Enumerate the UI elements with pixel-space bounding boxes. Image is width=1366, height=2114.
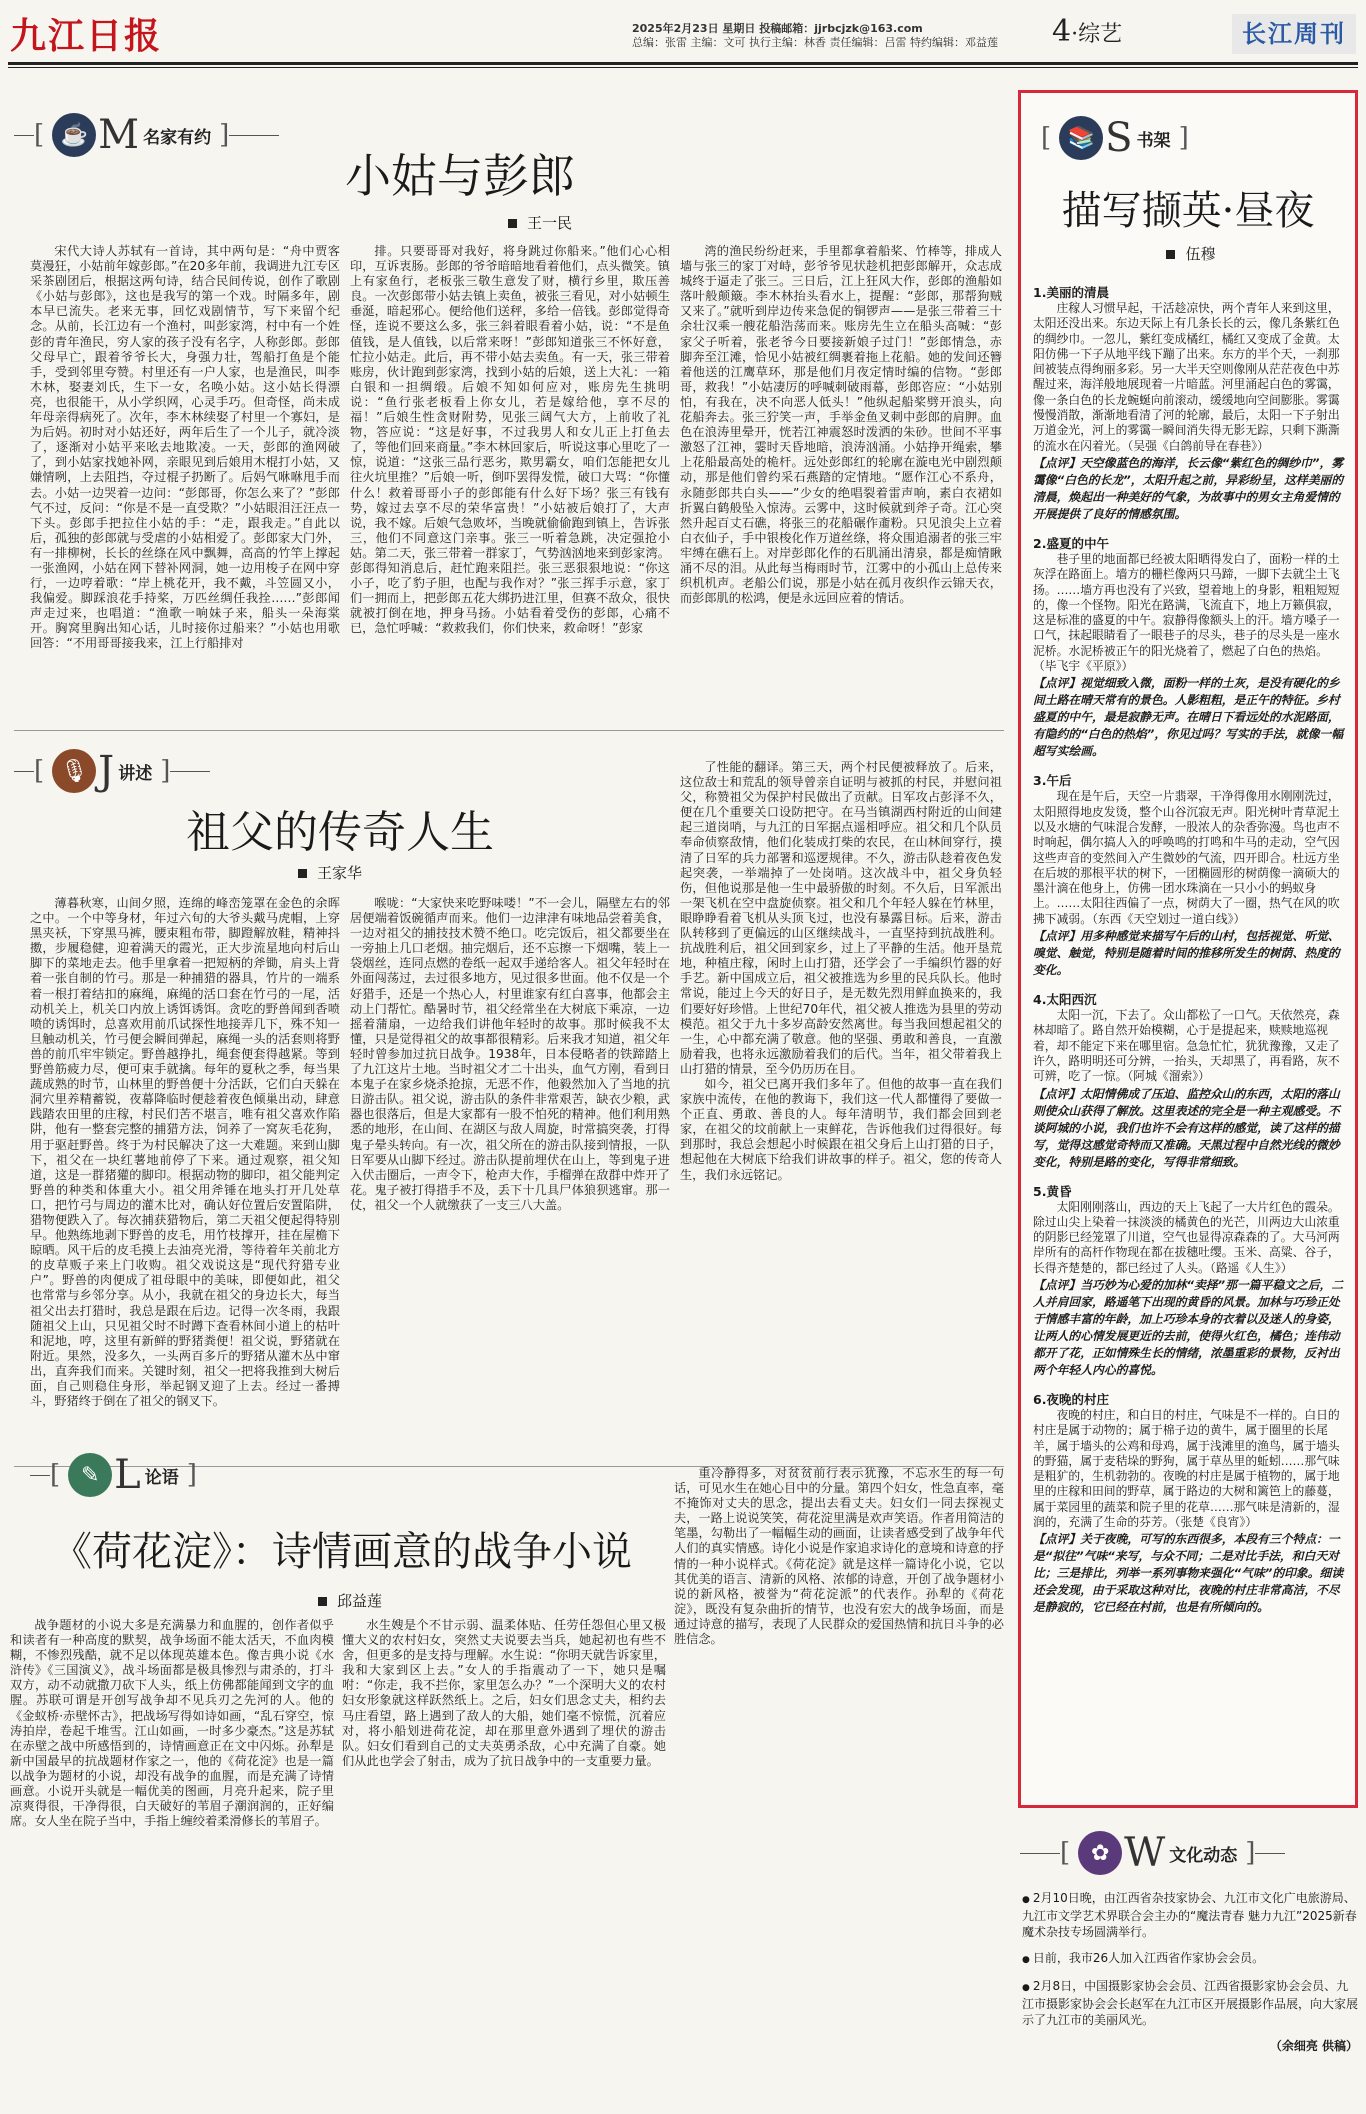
news-signature: （余细亮 供稿） xyxy=(1269,2039,1358,2053)
page-name: ·综艺 xyxy=(1071,22,1123,47)
article2-author: 王家华 xyxy=(250,862,410,883)
square-bullet-icon xyxy=(298,869,307,878)
books-icon: 📚 xyxy=(1059,116,1103,160)
article3-author: 邱益莲 xyxy=(270,1590,430,1611)
book-section-text: 巷子里的地面都已经被太阳晒得发白了，面粉一样的土灰浮在路面上。墙方的栅栏像两只马蹄，一脚下去就尘土飞扬。……墙方再也没有了兴致，望着地上的身影，粗粗短短的，像一个怪物。阳光在路满，飞流直下，地上万籁俱寂，这是标准的盛夏的中午。寂静得像额头上的汗。墙方嗓子一口气，抹起眼睛看了一眼巷子的尽头，巷子的尽头是一座水泥桥。水泥桥被正午的阳光烧着了，燃起了白色的热焰。（毕飞宇《平原》） xyxy=(1033,551,1340,674)
page-number xyxy=(1052,14,1122,49)
newspaper-logo: 九江日报 xyxy=(10,15,163,57)
section-letter: M xyxy=(98,112,140,158)
section-label: 书架 xyxy=(1136,130,1171,151)
section-letter: L xyxy=(114,1452,141,1498)
book-section-title: 2.盛夏的中午 xyxy=(1033,535,1109,551)
book-section-note: 【点评】关于夜晚，可写的东西很多，本段有三个特点：一是“拟往”气味“来写，与众不同；二是对比手法，和白天对比；三是排比，列举一系列事物来强化“气味”的印象。细读还会发现，由于采取这种对比，夜晚的村庄非常高洁，不尽是静寂的，它已经在村前，也是有所倾向的。 xyxy=(1033,1532,1344,1615)
flower-icon: ✿ xyxy=(1078,1831,1122,1875)
microphone-icon: 🎙 xyxy=(52,749,96,793)
article2-col2: 喉咙：“大家快来吃野味喽！”不一会儿，隔壁左右的邻居便端着饭碗循声而来。他们一边津津有味地品尝着美食，一边对祖父的捕技技术赞不绝口。吃完饭后，祖父都要坐在一旁抽上几口老烟。抽完烟后，还不忘擦一下烟嘴，装上一袋烟丝，连同点燃的卷纸一起双手递给客人。祖父年轻时在外面闯荡过，去过很多地方，见过很多世面。他不仅是一个好猎手，还是一个热心人，村里谁家有红白喜事，他都会主动上门帮忙。酷暑时节，祖父经常坐在大树底下乘凉，一边摇着蒲扇，一边给我们讲他年轻时的故事。那时候我不太懂，只是觉得祖父的故事都很精彩。后来我才知道，祖父年轻时曾参加过抗日战争。1938年，日本侵略者的铁蹄踏上了九江这片土地。当时祖父才二十出头，血气方刚，看到日本鬼子在家乡烧杀抢掠，无恶不作，他毅然加入了当地的抗日游击队。祖父说，游击队的条件非常艰苦，缺衣少粮，武器也很落后，但是大家都有一股不怕死的精神。他们利用熟悉的地形，在山间、在湖区与敌人周旋，时常搞突袭，打得鬼子晕头转向。有一次，祖父所在的游击队接到情报，一队日军要从山脚下经过。游击队提前埋伏在山上，等到鬼子进入伏击圈后，一声令下，枪声大作，手榴弹在敌群中炸开了花。鬼子被打得措手不及，丢下十几具尸体狼狈逃窜。那一仗，祖父一个人就缴获了一支三八大盖。 xyxy=(350,896,670,1212)
article1-title: 小姑与彭郎 xyxy=(345,149,575,203)
book-section-title: 3.午后 xyxy=(1033,773,1072,789)
article3-col1: 战争题材的小说大多是充满暴力和血腥的，创作者似乎和读者有一种高度的默契，战争场面不能太活天，不血肉模糊，不惨烈残酷，就不足以体现英雄本色。像吉典小说《水浒传》《三国演义》，战斗场面都是极具惨烈与肃杀的，打斗双方，动不动就撒刀砍下人头，纸上仿佛都能闻到文字的血腥。苏联可谓是开创写战争却不见兵刃之先河的人。他的《金蚁桥·赤壁怀古》，把战场写得如诗如画，“乱石穿空，惊涛拍岸，卷起千堆雪。江山如画，一时多少豪杰。”这是苏轼在赤壁之战中所感悟到的，诗情画意正在文中闪烁。孙犁是新中国最早的抗战题材作家之一，他的《荷花淀》也是一篇以战争为题材的小说，却没有战争的血腥，而是充满了诗情画意。小说开头就是一幅优美的图画，月亮升起来，院子里凉爽得很，干净得很，白天破好的苇眉子潮润润的，正好编席。女人坐在院子当中，手指上缠绞着柔滑修长的苇眉子。 xyxy=(10,1618,334,1829)
section-header-lunyu: [ ✎ L 论语 ] xyxy=(30,1452,260,1498)
news-item: ● 2月8日，中国摄影家协会会员、江西省摄影家协会会员、九江市摄影家协会会长赵军在九江市区开展摄影作品展，向大家展示了九江市的美丽风光。 xyxy=(1022,1978,1358,2028)
section-header-mingjia: [ ☕ M 名家有约 ] xyxy=(14,112,1004,158)
news-item: ● 2月10日晚，由江西省杂技家协会、九江市文化广电旅游局、九江市文学艺术界联合会主办的“魔法青春 魅力九江”2025新春魔术杂技专场圆满举行。 xyxy=(1022,1890,1358,1940)
article2-title: 祖父的传奇人生 xyxy=(186,807,494,858)
book-section-text: 太阳刚刚落山，西边的天上飞起了一大片红色的霞朵。除过山尖上染着一抹淡淡的橘黄色的光芒，川两边大山浓重的阴影已经笼罩了川道，空气也显得凉森森的了。大马河两岸所有的高杆作物现在都在拔穗吐缨。玉米、高粱、谷子，长得齐楚楚的，都已经过了人头。（路遥《人生》） xyxy=(1033,1199,1340,1275)
section-letter: J xyxy=(98,748,115,794)
book-content xyxy=(1033,279,1345,1799)
article1-author: 王一民 xyxy=(460,212,620,233)
section-label: 讲述 xyxy=(118,763,153,784)
article1-col3: 湾的渔民纷纷赶来，手里都拿着船桨、竹棒等，排成人墙与张三的家丁对峙，彭爷爷见状趁机把彭郎解开，众志成城终于逼走了张三。三日后，江上狂风大作，彭郎的渔船如落叶般颠簸。李木林抬头看水上，提醒：“彭郎，那帮狗贼又来了。”就听到岸边传来急促的铜锣声——是张三带着三十余壮汉乘一艘花船浩荡而来。账房先生立在船头高喊：“彭家父子听着，张老爷今日要接新娘子过门！”彭郎情急，赤脚奔至江滩，恰见小姑被红绸裹着拖上花船。她的发间还簪着他送的江鹰草环，那是他们月夜定情时编的信物。“彭郎哥，救我！”小姑凄厉的呼喊刺破雨幕，彭郎咨应：“小姑别怕，有我在，决不向恶人低头！”他纵起船桨劈开浪头，向花船奔去。张三狞笑一声，手举金鱼叉刺中彭郎的肩胛。血色在浪涛里晕开，恍若江神震怒时泼洒的朱砂。世间不平事激怒了江神，霎时天昏地暗，浪涛汹涌。小姑挣开绳索，攀上花船最高处的桅杆。远处彭郎红的轮廓在漩电光中剧烈颠动，那是他们曾约采石燕踏的定情地。“愿作江心不系舟，永随彭郎共白头——”少女的绝唱裂着雷声响，素白衣裙如折翼白鹤般坠入惊涛。云雾中，这时候就到斧子奇。江心突然升起百丈石礁，将张三的花船碾作齑粉。只见浪尖上立着白衣仙子，手中银梭化作万道丝绦，将众围追溺者的张三牢牢缚在礁石上。对岸彭郎化作的石肌涌出清泉，都是痴情瞅涌不尽的泪。从此每当梅雨时节，江雾中的小孤山上总传来织机机声。老船公们说，那是小姑在孤月夜织作云锦天衣，而彭郎肌的松鸿，便是永远回应着的情话。 xyxy=(680,244,1002,606)
article1-col2: 排。只要哥哥对我好，将身跳过你船来。”他们心心相印，互诉衷肠。彭郎的爷爷暗暗地看着他们，点头微笑。镇上有家鱼行，老板张三敬生意发了财，横行乡里，欺压善良。一次彭郎带小姑去镇上卖鱼，被张三看见，对小姑顿生垂涎，暗起邪心。便给他们送秤，多给一倍钱。彭郎觉得奇怪，连说不要这么多，张三斜着眼看着小姑，说：“不是鱼值钱，是人值钱，以后常来呀！”彭郎知道张三不怀好意，忙拉小姑走。此后，再不带小姑去卖鱼。有一天，张三带着账房，伙计跑到彭家湾，找到小姑的后娘，送上大礼：一箱白银和一担绸缎。后娘不知如何应对，账房先生挑明说：“鱼行张老板看上你女儿，若是嫁给他，享不尽的福！”后娘生性贪财附势，见张三阔气大方，上前收了礼物，答应说：“这是好事，不过我男人和女儿正上打鱼去了，等他们回来商量。”李木林回家后，听说这事心里吃了一惊，说道：“这张三品行恶劣，欺男霸女，咱们怎能把女儿往火坑里推？”后娘一听，倒吓罢得发慌，破口大骂：“你懂什么！救着哥哥小子的彭郎能有什么好下场？张三有钱有势，嫁过去享不尽的荣华富贵！”小姑被后娘打了，大声说，我不嫁。后娘气急败坏，当晚就偷偷跑到镇上，告诉张三，他们不同意这门亲事。张三一听着急跳，决定强抢小姑。第二天，张三带着一群家丁，气势汹汹地来到彭家湾。彭郎得知消息后，赶忙跑来阻拦。张三恶狠狠地说：“你这小子，吃了豹子胆，也配与我作对？”张三挥手示意，家丁们一拥而上，把彭郎五花大绑扔进江里，但赛不敌众，很快就被打倒在地，押身马扬。小姑看着受伤的彭郎，心痛不已，急忙呼喊：“救救我们，你们快来，救命呀！”彭家 xyxy=(350,244,670,636)
section-label: 文化动态 xyxy=(1169,1845,1238,1866)
editor-line: 总编：张雷 主编：文可 执行主编：林香 责任编辑：吕雷 特约编辑：邓益莲 xyxy=(632,36,998,49)
masthead-info xyxy=(632,22,1022,50)
column-name: 长江周刊 xyxy=(1232,14,1356,54)
masthead-rule xyxy=(8,62,1358,65)
book-section-note: 【点评】天空像蓝色的海洋，长云像“紫红色的绸纱巾”，雾霭像“白色的长龙”，太阳升起之前，异彩纷呈，这样美丽的清晨，焕起出一种美好的气象，为故事中的男女主角爱情的开展提供了良好的情感氛围。 xyxy=(1033,455,1344,521)
book-section-title: 1.美丽的清晨 xyxy=(1033,285,1109,300)
news-item: ● 日前，我市26人加入江西省作家协会会员。 xyxy=(1022,1950,1358,1968)
book-section-note: 【点评】视觉细致入微，面粉一样的土灰，是没有硬化的乡间土路在晴天常有的景色。人影粗粗，是正午的特征。乡村盛夏的中午，最是寂静无声。在晴日下看远处的水泥路面，有隐约的“白色的热焰”，你见过吗？写实的手法，就像一幅超写实绘画。 xyxy=(1033,676,1344,759)
book-section-note: 【点评】当巧妙为心爱的加林“卖择”那一篇平稳文之后，二人并肩回家，路遥笔下出现的黄昏的风景。加林与巧珍正处于情感丰富的年龄，加上巧珍本身的衣着以及迷人的身姿，让两人的心情发展更近的去前，使得火红色，橘色；连伟动都开了花，正如情殊生长的情绪，浓墨重彩的景物，反衬出两个年轻人内心的喜悦。 xyxy=(1033,1277,1344,1377)
book-section-note: 【点评】太阳情佛成了压迫、监控众山的东西，太阳的落山则使众山获得了解放。这里表述的完全是一种主观感受。不谈阿城的小说，我们也许不会有这样的感觉，读了这样的描写，觉得这感觉奇特而又准确。天黑过程中自然光线的微妙变化，特别是路的变化，写得非常细致。 xyxy=(1033,1086,1340,1169)
section-label: 论语 xyxy=(144,1467,179,1488)
square-bullet-icon xyxy=(318,1597,327,1606)
section-header-jiangshu: [ 🎙 J 讲述 ] xyxy=(14,748,514,794)
article3-col2: 水生嫂是个不甘示弱、温柔体贴、任劳任怨但心里又极懂大义的农村妇女，突然丈夫说要去当兵，她起初也有些不舍，但更多的是支持与理解。水生说：“你明天就告诉家里，我和大家到区上去。”女人的手指震动了一下，她只是嘱咐：“你走，我不拦你，家里怎么办？”一个深明大义的农村妇女形象就这样跃然纸上。之后，妇女们思念丈夫，相约去马庄看望，路上遇到了敌人的大船，她们毫不惊慌，沉着应对，将小船划进荷花淀，却在那里意外遇到了埋伏的游击队。妇女们看到自己的丈夫英勇杀敌，心中充满了自豪。她们从此也学会了射击，成为了抗日战争中的一支重要力量。 xyxy=(342,1618,666,1768)
book-section-note: 【点评】用多种感觉来描写午后的山村，包括视觉、听觉、嗅觉、触觉，特别是随着时间的推移所发生的树荫、热度的变化。 xyxy=(1033,929,1340,978)
book-section-title: 4.太阳西沉 xyxy=(1033,992,1097,1008)
book-author: 伍穆 xyxy=(1111,243,1271,264)
book-section-text: 庄稼人习惯早起，干活趁凉快，两个青年人来到这里，太阳还没出来。东边天际上有几条长长的云，像几条紫红色的绸纱巾。一忽儿，紫红变成橘红，橘红又变成了金黄。太阳仿佛一下子从地平线下蹦了出来。东方的半个天，一刹那间被装点得绚丽多彩。另一大半天空则像刚从茫茫夜色中苏醒过来，海洋般地展现着一片暗蓝。河里涌起白色的雾霭，像一条白色的长龙蜿蜒向前滚动，缓缓地向空间膨胀。雾霭慢慢消散，渐渐地看清了河的轮廓，最后，太阳一下子射出万道金光，河上的雾霭一瞬间消失得无影无踪，只剩下澌澌的流水在闪着光。（吴强《白鸽前导在春巷》） xyxy=(1033,301,1340,453)
article2-col3: 了性能的翻译。第三天，两个村民便被释放了。后来，这位敌士和荒乱的领导曾亲自证明与被抓的村民，并慰问祖父，称赞祖父为保护村民做出了贡献。日军攻占彭泽不久，便在几个重要关口设防把守。在马当镇湖西村附近的山间建起三道岗哨，与九江的日军据点遥相呼应。祖父和几个队员奉命侦察敌情，他们化装成打柴的农民，在山林间穿行，摸清了日军的兵力部署和巡逻规律。不久，游击队趁着夜色发起突袭，一举端掉了一处岗哨。这次战斗中，祖父身负轻伤，但他说那是他一生中最骄傲的时刻。不久后，日军派出一架飞机在空中盘旋侦察。祖父和几个年轻人躲在竹林里，眼睁睁看着飞机从头顶飞过，也没有暴露目标。后来，游击队转移到了更偏远的山区继续战斗，一直坚持到抗战胜利。抗战胜利后，祖父回到家乡，过上了平静的生活。他开垦荒地，种植庄稼，闲时上山打猎，还学会了一手编织竹器的好手艺。新中国成立后，祖父被推选为乡里的民兵队长。他时常说，能过上今天的好日子，是无数先烈用鲜血换来的，我们要好好珍惜。上世纪70年代，祖父被人推选为县里的劳动模范。祖父于九十多岁高龄安然离世。每当我回想起祖父的一生，心中都充满了敬意。他的坚强、勇敢和善良，一直激励着我，也将永远激励着我们的后代。当年，祖父带着我上山打猎的情景，至今仍历历在目。 如今，祖父已离开我们多年了。但他的故事一直在我们家族中流传，在他的教诲下，我们这一代人都懂得了要做一个正直、勇敢、善良的人。每年清明节，我们都会回到老家，在祖父的坟前献上一束鲜花，告诉他我们过得很好。每到那时，我总会想起小时候跟在祖父身后上山打猎的日子，想起他在大树底下给我们讲故事的样子。祖父，您的传奇人生，我们永远铭记。 xyxy=(680,760,1002,1182)
masthead-rule-thin xyxy=(8,67,1358,68)
article2-col4: 如今，祖父已离开我们多年了。但他的故事一直在我们家族中流传，在他的教诲下，我们这一代人都懂得了要做一个正直、勇敢、善良的人。每年清明节，我们都会回到老家，在祖父的坟前献上一束鲜花，告诉他我们过得很好。每到那时，我总会想起小时候跟在祖父身后上山打猎的日子，想起他在大树底下给我们讲故事的样子。祖父，您的传奇人生，我们永远铭记。 xyxy=(680,1076,1002,1182)
section-header-shujia: [ 📚 S 书架 ] xyxy=(1041,115,1189,161)
culture-news xyxy=(1022,1890,1358,2064)
book-section-text: 夜晚的村庄，和白日的村庄，气味是不一样的。白日的村庄是属于动物的；属于棉子边的黄牛，属于圈里的长尾羊，属于墙头的公鸡和母鸡，属于浅滩里的渔鸟，属于墙头的野猫，属于麦秸垛的野狗，属于草丛里的蚯蚓……那气味是粗犷的，生机勃勃的。夜晚的村庄是属于植物的，属于地里的庄稼和田间的野草，属于路边的大树和篱笆上的藤蔓，属于菜园里的蔬菜和院子里的花草……那气味是清新的，湿润的，充满了生命的芬芳。（张楚《良宵》） xyxy=(1033,1407,1340,1530)
book-section-title: 6.夜晚的村庄 xyxy=(1033,1391,1109,1407)
divider xyxy=(14,730,1004,731)
section-letter: W xyxy=(1124,1830,1166,1876)
section-label: 名家有约 xyxy=(143,127,212,148)
section-header-wenhua: [ ✿ W 文化动态 ] xyxy=(1020,1830,1356,1876)
article1-col1: 宋代大诗人苏轼有一首诗，其中两句是：“舟中贾客莫漫狂，小姑前年嫁彭郎。”在20多年前，我调进九江专区采茶剧团后，根据这两句诗，结合民间传说，创作了歌剧《小姑与彭郎》，这也是我写的第一个戏。时隔多年，剧本早已流失。老来无事，回忆戏剧情节，写下来留个纪念。从前，长江边有一个渔村，叫彭家湾，村中有一个姓彭的青年渔民，穷人家的孩子没有名字，人称彭郎。彭郎父母早亡，跟着爷爷长大，身强力壮，驾船打鱼是个能手，受到邻里夸赞。村里还有一户人家，也是渔民，叫李木林，娶妻刘氏，生下一女，名唤小姑。这小姑长得漂亮，也很能干，从小学织网，心灵手巧。但奇怪，尚未成年母亲得病死了。次年，李木林续娶了村里一个寡妇，是为后妈。初时对小姑还好，两年后生了一个儿子，就冷淡了，逐渐对小姑平来吆去地欺凌。一天，彭郎的渔网破了，到小姑家找她补网，亲眼见到后娘用木棍打小姑，又嫌情咧，上去阻挡，夺过棍子扔断了。后妈气咻咻甩手而去。小姑一边哭着一边问：“彭郎哥，你怎么来了？”彭郎气不过，反问：“你是不是一直受欺？”小姑眼泪汪汪点一下头。彭郎手把拉住小姑的手：“走，跟我走。”自此以后，孤独的彭郎就与受虐的小姑相爱了。彭郎家大门外，有一排柳树，长长的丝绦在风中飘舞，高高的竹竿上撑起一张渔网，小姑在网下替补网洞，她一边用梭子在网中穿行，一边哼着歌：“岸上桃花开，我不戴，斗笠圆又小，我偏爱。脚踩浪花手持桨，万匹丝绸任我拴……”彭郎闻声走过来，也唱道：“渔歌一响妹子来，船头一朵海棠开。胸窝里胸出知心话，儿时接你过船来？”小姑也用歌回答：“不用哥哥接我来，江上行船排对 xyxy=(30,244,340,651)
page-no: 4 xyxy=(1052,14,1072,49)
masthead xyxy=(0,0,1366,56)
teapot-icon: ☕ xyxy=(52,113,96,157)
brush-icon: ✎ xyxy=(68,1453,112,1497)
issue-date-line: 2025年2月23日 星期日 投稿邮箱：jjrbcjzk@163.com xyxy=(632,22,923,35)
article2-col1: 薄暮秋寒，山间夕照，连绵的峰峦笼罩在金色的余晖之中。一个中等身材，年过六旬的大爷头戴马虎帽，上穿黑夹袄，下穿黑马裤，腰束粗布带，脚蹬解放鞋，精神抖擞，步履稳健，迎着满天的霞光，正大步流星地向村后山脚下的菜地走去。他手里拿着一把短柄的斧锄，肩头上背着一张自制的竹弓。那是一种捕猎的器具，竹片的一端系着一根打着结扣的麻绳，麻绳的活口套在竹弓的一尾，活动机关上，机关口内放上诱饵诱饵。贪吃的野兽闻到香喷喷的诱饵时，总喜欢用前爪试探性地接弄几下，殊不知一旦触动机关，竹弓便会瞬间弹起，麻绳一头的活套则将野兽的前爪牢牢锁定。野兽越挣扎，绳套便套得越紧。等到野兽筋疲力尽，便可束手就擒。每年的夏秋之季，每当果蔬成熟的时节，山林里的野兽便十分活跃，它们白天躲在洞穴里养精蓄锐，夜幕降临时便趁着夜色倾巢出动，肆意践踏农田里的庄稼，村民们苦不堪言，唯有祖父喜欢作陷阱，他有一整套完整的捕猎方法，饲养了一窝灰毛花狗，用于驱赶野兽。终于为村民解决了这一大难题。来到山脚下，祖父在一块红薯地前停了下来。通过观察，祖父知道，这是一群猪獾的脚印。根据动物的脚印，祖父能判定野兽的种类和体重大小。祖父用斧锤在地头打开几处草口，把竹弓与周边的灌木比对，确认好位置后安置陷阱，猎物便跌入了。每次捕获猎物后，第二天祖父便起得特别早。他熟练地剥下野兽的皮毛，用竹枝撑开，挂在屋檐下晾晒。风干后的皮毛摸上去油亮光滑，等待着年关前北方的皮草贩子来上门收购。祖父戏说这是“现代狩猎专业户”。野兽的肉便成了祖母眼中的美味，即便如此，祖父也常常与乡邻分享。从小，我就在祖父的身边长大，每当祖父出去打猎时，我总是跟在后边。记得一次冬雨，我跟随祖父上山，只见祖父时不时蹲下查看林间小道上的枯叶和泥地，哼，这里有新鲜的野猪粪便！祖父说，野猪就在附近。果然，没多久，一头两百多斤的野猪从灌木丛中窜出，直奔我们而来。关键时刻，祖父一把将我推到大树后面，自己则稳住身形，举起钢叉迎了上去。经过一番搏斗，野猪终于倒在了祖父的钢叉下。 xyxy=(30,896,340,1409)
book-title: 描写撷英·昼夜 xyxy=(1061,188,1315,234)
book-section-text: 太阳一沉，下去了。众山都松了一口气。天依然亮，森林却暗了。路自然开始模糊，心于是提起来，赎赎地巡视着，却不能定下来在哪里宿。急急忙忙，犹犹豫豫，又走了许久，路明明还可分辨，一抬头，天却黑了，再看路，灰不可辨，吃了一惊。（阿城《溜索》） xyxy=(1033,1008,1340,1084)
square-bullet-icon xyxy=(1166,250,1175,259)
square-bullet-icon xyxy=(508,219,517,228)
article3-col3: 重冷静得多，对贫贫前行表示犹豫，不忘水生的每一句话，可见水生在她心目中的分量。第四个妇女，性急直率，毫不掩饰对丈夫的思念，提出去看丈夫。妇女们一同去探视丈夫，一路上说说笑笑，荷花淀里满是欢声笑语。作者用简洁的笔墨，勾勒出了一幅幅生动的画面，让读者感受到了战争年代人们的真实情感。诗化小说是作家追求诗化的意境和诗意的抒情的一种小说样式。《荷花淀》就是这样一篇诗化小说，它以其优美的语言、清新的风格、浓郁的诗意，开创了战争题材小说的新风格，被誉为“荷花淀派”的代表作。孙犁的《荷花淀》，既没有复杂曲折的情节，也没有宏大的战争场面，而是通过诗意的描写，表现了人民群众的爱国热情和抗日斗争的必胜信念。 xyxy=(674,1466,1004,1647)
book-panel xyxy=(1018,90,1358,1808)
book-section-title: 5.黄昏 xyxy=(1033,1183,1072,1199)
article3-title: 《荷花淀》：诗情画意的战争小说 xyxy=(52,1529,632,1575)
book-section-text: 现在是午后，天空一片翡翠，干净得像用水刚刚洗过，太阳照得地皮发烫，整个山谷沉寂无声。阳光树叶青草泥土以及水塘的气味混合发酵，一股浓人的杂香弥漫。鸟也声不时响起，偶尔搞人入的呼唤鸣的打鸣和牛马的走动，空气因这些声音的变然间入产生微妙的气流，四开即合。杜远方坐在后坡的那根平状的树下，一团椭圆形的树荫像一滴硕大的墨汁滴在他身上，仿佛一团水珠滴在一只小小的蚂蚁身上。……太阳往西偏了一点，树荫大了一圈，热气在风的吹拂下减弱。（东西《天空划过一道白线》） xyxy=(1033,789,1340,926)
section-letter: S xyxy=(1105,115,1133,161)
